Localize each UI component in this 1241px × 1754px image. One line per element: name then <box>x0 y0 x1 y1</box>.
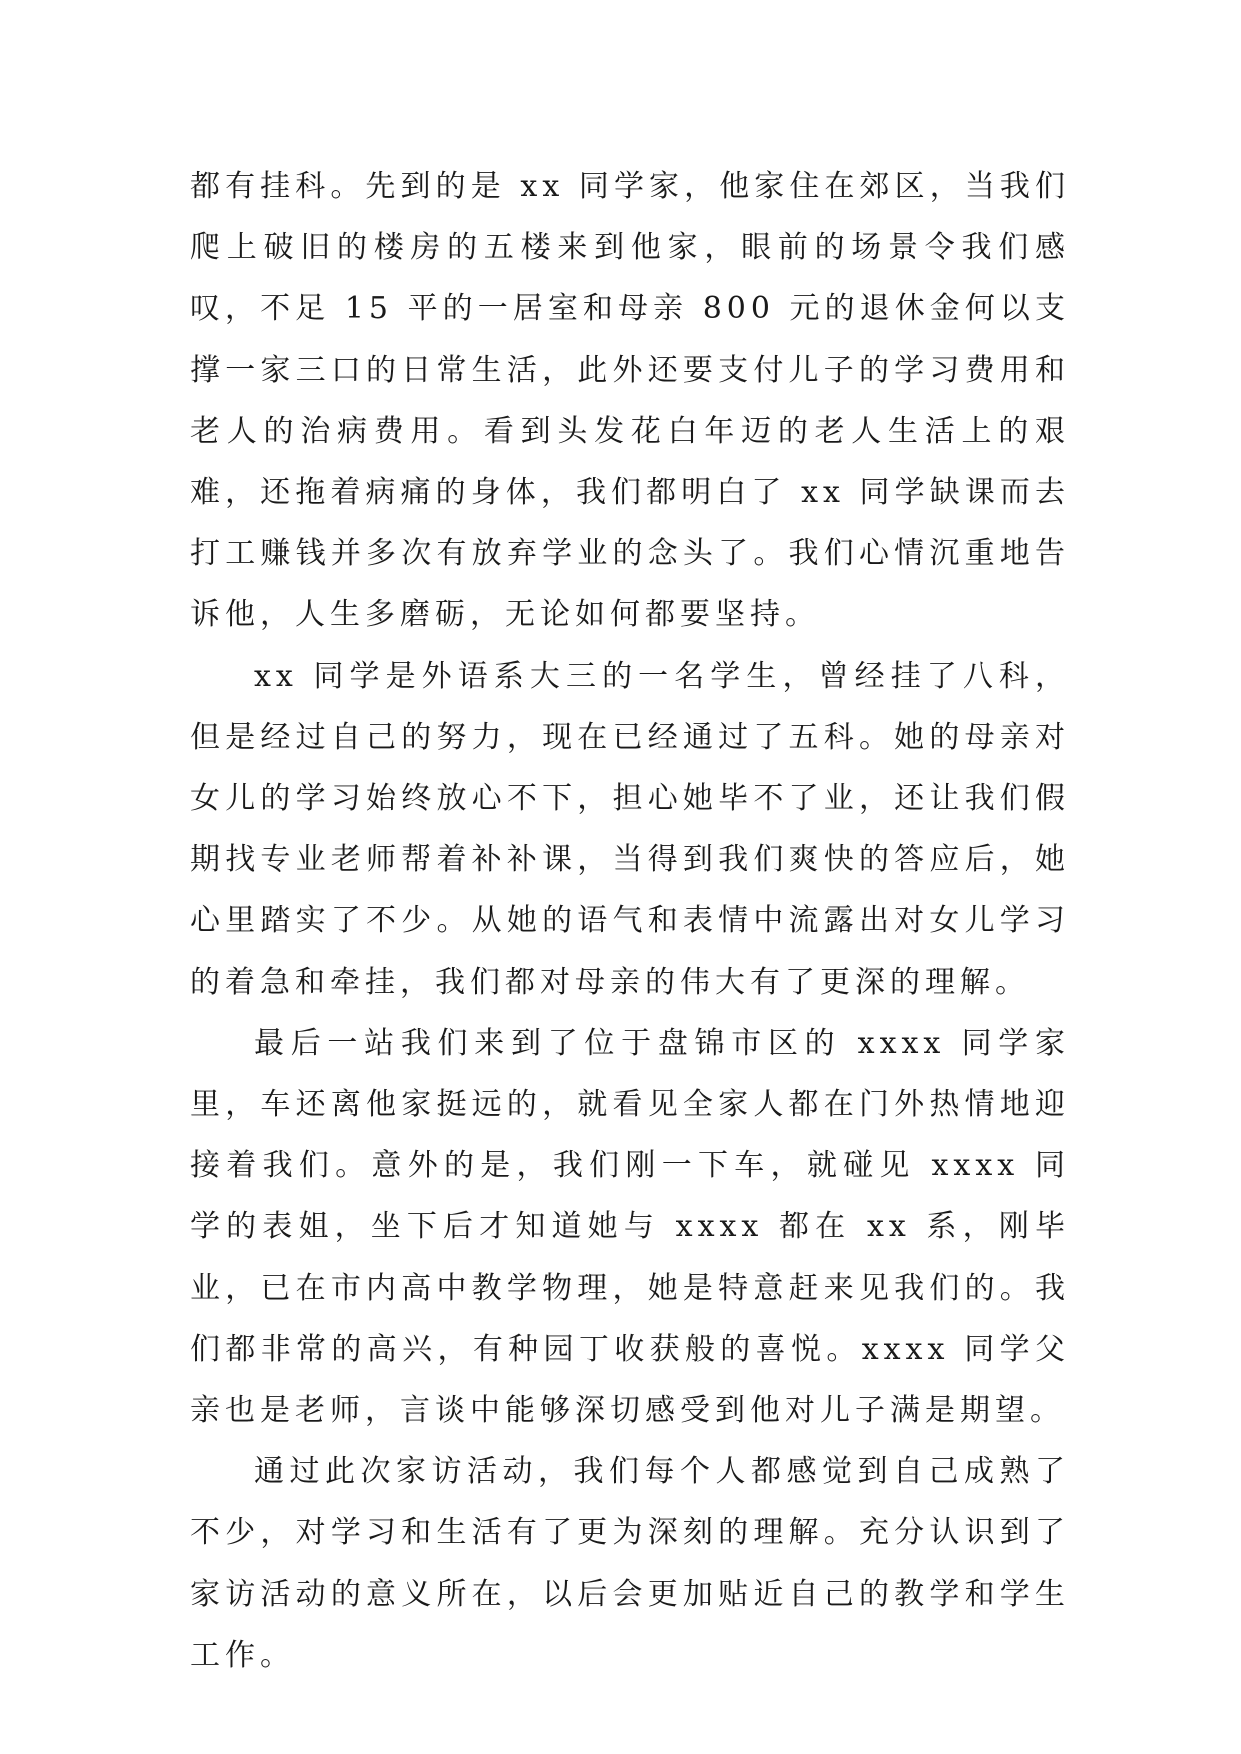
paragraph-continued: 都有挂科。先到的是 xx 同学家，他家住在郊区，当我们爬上破旧的楼房的五楼来到他家，眼前的场景令我们感叹，不足 15 平的一居室和母亲 800 元的退休金何以支撑一家三口的日常生活，此外还要支付儿子的学习费用和老人的治病费用。看到头发花白年迈的老人生活上的艰难，还拖着病痛的身体，我们都明白了 xx 同学缺课而去打工赚钱并多次有放弃学业的念头了。我们心情沉重地告诉他，人生多磨砺，无论如何都要坚持。 <box>190 169 1070 633</box>
paragraph-conclusion: 通过此次家访活动，我们每个人都感觉到自己成熟了不少，对学习和生活有了更为深刻的理解。充分认识到了家访活动的意义所在，以后会更加贴近自己的教学和学生工作。 <box>190 1454 1070 1673</box>
paragraph-second-student: xx 同学是外语系大三的一名学生，曾经挂了八科，但是经过自己的努力，现在已经通过了五科。她的母亲对女儿的学习始终放心不下，担心她毕不了业，还让我们假期找专业老师帮着补补课，当得到我们爽快的答应后，她心里踏实了不少。从她的语气和表情中流露出对女儿学习的着急和牵挂，我们都对母亲的伟大有了更深的理解。 <box>190 658 1070 1000</box>
document-body <box>190 156 1070 1686</box>
paragraph-last-stop: 最后一站我们来到了位于盘锦市区的 xxxx 同学家里，车还离他家挺远的，就看见全家人都在门外热情地迎接着我们。意外的是，我们刚一下车，就碰见 xxxx 同学的表姐，坐下后才知道她与 xxxx 都在 xx 系，刚毕业，已在市内高中教学物理，她是特意赶来见我们的。我们都非常的高兴，有种园丁收获般的喜悦。xxxx 同学父亲也是老师，言谈中能够深切感受到他对儿子满是期望。 <box>190 1025 1070 1429</box>
